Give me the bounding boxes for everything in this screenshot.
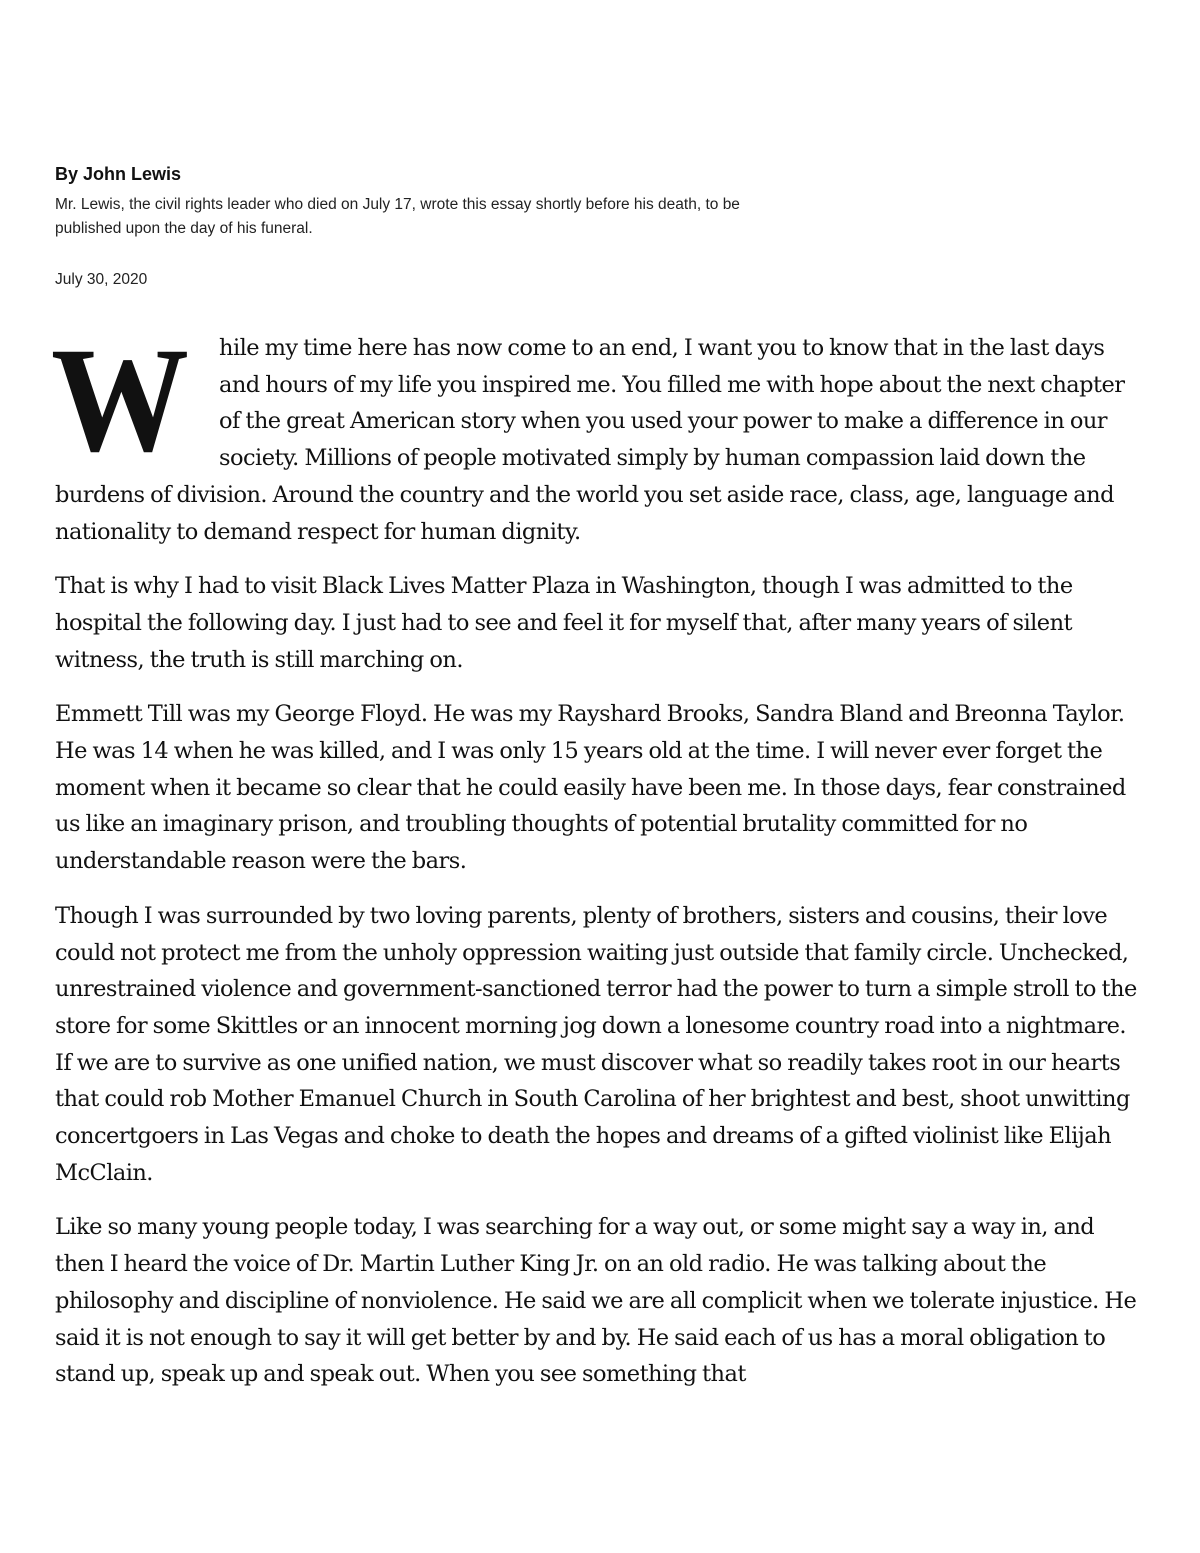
paragraph-5: Like so many young people today, I was searching for a way out, or some might say a way in, and then I heard the voice of Dr. Martin Luther King Jr. on an old radio. He was talking about the philosophy and discipline of nonviolence. He said we are all complicit when we tolerate injustice. He said it is not enough to say it will get better by and by. He said each of us has a moral obligation to stand up, speak up and speak out. When you see something that bbox=[55, 1214, 1137, 1388]
paragraph-2: That is why I had to visit Black Lives Matter Plaza in Washington, though I was admitted to the hospital the following day. I just had to see and feel it for myself that, after many years of silent witness, the truth is still marching on. bbox=[55, 573, 1073, 673]
drop-cap: W bbox=[51, 317, 189, 483]
article-body bbox=[51, 317, 1147, 1411]
paragraph-1 bbox=[51, 317, 1147, 550]
dek: Mr. Lewis, the civil rights leader who died on July 17, wrote this essay shortly before his death, to be published upon the day of his funeral. bbox=[55, 196, 740, 237]
byline: By John Lewis bbox=[55, 164, 182, 184]
publish-date: July 30, 2020 bbox=[55, 271, 148, 288]
paragraph-3: Emmett Till was my George Floyd. He was my Rayshard Brooks, Sandra Bland and Breonna Taylor. He was 14 when he was killed, and I was only 15 years old at the time. I will never ever forget the moment when it became so clear that he could easily have been me. In those days, fear constrained us like an imaginary prison, and troubling thoughts of potential brutality committed for no understandable reason were the bars. bbox=[55, 701, 1126, 875]
paragraph-1-text: hile my time here has now come to an end, I want you to know that in the last days and hours of my life you inspired me. You filled me with hope about the next chapter of the great American story when you used your power to make a difference in our society. Millions of people motivated simply by human compassion laid down the burdens of division. Around the country and the world you set aside race, class, age, language and nationality to demand respect for human dignity. bbox=[55, 335, 1125, 545]
paragraph-4: Though I was surrounded by two loving parents, plenty of brothers, sisters and cousins, their love could not protect me from the unholy oppression waiting just outside that family circle. Unchecked, unrestrained violence and government-sanctioned terror had the power to turn a simple stroll to the store for some Skittles or an innocent morning jog down a lonesome country road into a nightmare. If we are to survive as one unified nation, we must discover what so readily takes root in our hearts that could rob Mother Emanuel Church in South Carolina of her brightest and best, shoot unwitting concertgoers in Las Vegas and choke to death the hopes and dreams of a gifted violinist like Elijah McClain. bbox=[55, 902, 1137, 1186]
